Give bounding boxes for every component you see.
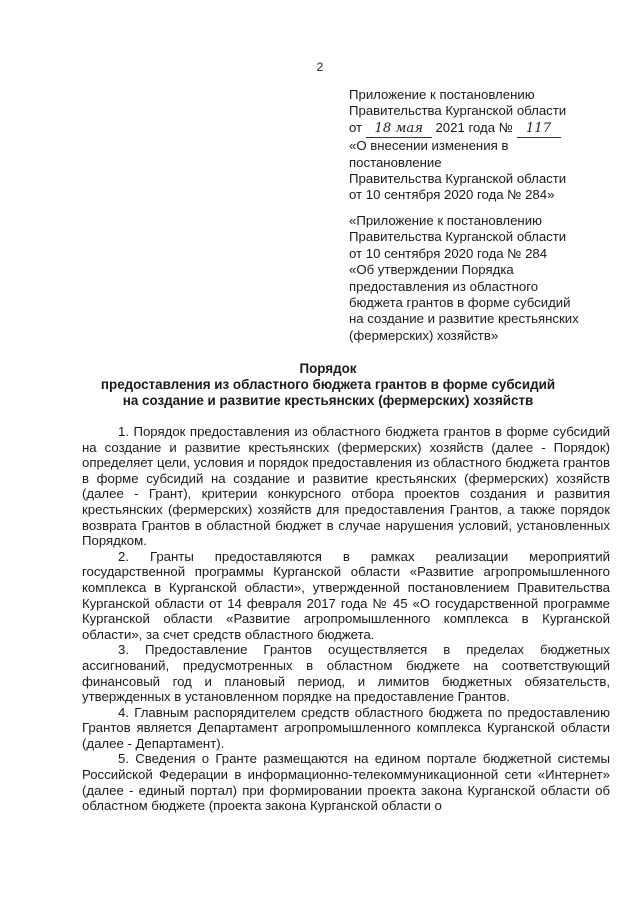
appendix-date-line [349,120,619,138]
handwritten-date: 18 мая [366,121,432,138]
appendix-line: на создание и развитие крестьянских [349,311,579,327]
document-title [48,361,608,410]
appendix-line: от 10 сентября 2020 года № 284» [349,187,555,203]
from-prefix: от [349,119,363,135]
appendix-line: предоставления из областного [349,278,539,294]
appendix-header-original [349,213,619,344]
appendix-line: Правительства Курганской области [349,171,567,187]
paragraph-5: 5. Сведения о Гранте размещаются на едином портале бюджетной системы Российской Федерации в информационно-телекоммуникационной сети «Интернет» (далее - единый портал) при формировании проекта закона Курганской области об областном бюджете (проекта закона Курганской области о [82,751,610,814]
title-line: Порядок [299,361,357,376]
appendix-line: «Об утверждении Порядка [349,262,514,278]
appendix-line: «О внесении изменения в [349,138,509,154]
appendix-line: от 10 сентября 2020 года № 284 [349,245,548,261]
appendix-header-current [349,87,619,204]
appendix-line: Правительства Курганской области [349,103,567,119]
appendix-line: Правительства Курганской области [349,229,567,245]
title-line: предоставления из областного бюджета грантов в форме субсидий [100,377,556,393]
appendix-line: постановление [349,154,442,170]
page-number: 2 [316,60,324,74]
appendix-line: (фермерских) хозяйств» [349,327,499,343]
appendix-line: «Приложение к постановлению [349,213,542,228]
paragraph-4: 4. Главным распорядителем средств областного бюджета по предоставлению Грантов является Департамент агропромышленного комплекса Курганской области (далее - Департамент). [82,704,610,751]
handwritten-number: 117 [517,121,561,138]
paragraph-2: 2. Гранты предоставляются в рамках реализации мероприятий государственной программы Курганской области «Развитие агропромышленного комплекса в Курганской области», утвержденной постановлением Правительства Курганской области от 14 февраля 2017 года № 45 «О государственной программе Курганской области «Развитие агропромышленного комплекса в Курганской области», за счет средств областного бюджета. [82,548,610,642]
appendix-line: бюджета грантов в форме субсидий [349,295,571,311]
title-line: на создание и развитие крестьянских (фермерских) хозяйств [122,393,534,409]
paragraph-3: 3. Предоставление Грантов осуществляется в пределах бюджетных ассигнований, предусмотренных в областном бюджете на соответствующий финансовый год и плановый период, и лимитов бюджетных обязательств, утвержденных в установленном порядке на предоставление Грантов. [82,642,610,705]
document-body [82,424,610,814]
year-text: 2021 года № [435,119,513,135]
appendix-line: Приложение к постановлению [349,87,535,102]
paragraph-1: 1. Порядок предоставления из областного бюджета грантов в форме субсидий на создание и развитие крестьянских (фермерских) хозяйств (далее - Порядок) определяет цели, условия и порядок предоставления из областного бюджета грантов в форме субсидий на создание и развитие крестьянских (фермерских) хозяйств (далее - Грант), критерии конкурсного отбора проектов создания и развития крестьянских (фермерских) хозяйств для предоставления Грантов, а также порядок возврата Грантов в областной бюджет в случае нарушения условий, установленных Порядком. [82,424,610,549]
